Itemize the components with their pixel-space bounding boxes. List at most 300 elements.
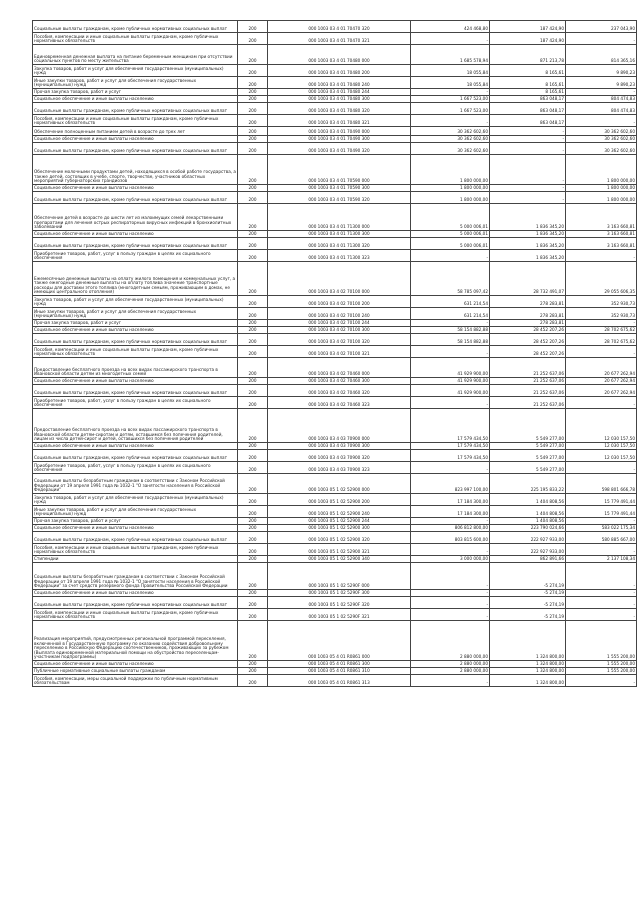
row-approved: 424 468,80 [411, 21, 490, 33]
row-line-code: 200 [238, 89, 268, 96]
row-executed: 1 836 345,20 [490, 231, 566, 238]
row-executed: 278 283,81 [490, 296, 566, 308]
row-line-code: 200 [238, 127, 268, 136]
row-budget-code: 000 1003 03 4 01 70480 300 [268, 96, 411, 103]
row-approved: - [411, 544, 490, 556]
table-row [33, 450, 637, 462]
row-line-code: 200 [238, 675, 268, 687]
row-name: Социальное обеспечение и иные выплаты населению [33, 327, 238, 334]
row-budget-code: 000 1003 03 4 01 70490 000 [268, 127, 411, 136]
row-budget-code: 000 1003 03 4 02 70100 300 [268, 327, 411, 334]
row-executed: -5 274,19 [490, 563, 566, 590]
table-row [33, 250, 637, 262]
table-row [33, 192, 637, 204]
row-executed: 1 836 345,20 [490, 238, 566, 250]
row-budget-code: 000 1003 05 1 02 52900 320 [268, 532, 411, 544]
row-executed: 5 549 277,00 [490, 409, 566, 443]
row-unexecuted: 20 677 262,94 [566, 385, 637, 397]
row-name: Пособия, компенсации и иные социальные выплаты гражданам, кроме публичных нормативных обязательств [33, 115, 238, 127]
row-unexecuted: - [566, 115, 637, 127]
row-name: Обеспечение молочными продуктами детей, находящихся в особой работе государства, а также детей, состоящих в учебе, спорте, творчестве, участников областных мероприятий губернаторских грандиозов [33, 155, 238, 185]
row-budget-code: 000 1003 03 4 03 70900 000 [268, 409, 411, 443]
row-unexecuted: - [566, 597, 637, 609]
row-name: Социальные выплаты гражданам, кроме публичных нормативных социальных выплат [33, 385, 238, 397]
row-approved: 631 214,54 [411, 308, 490, 320]
row-unexecuted: 352 930,73 [566, 308, 637, 320]
table-row [33, 136, 637, 143]
row-unexecuted: - [566, 518, 637, 525]
row-name: Социальные выплаты гражданам, кроме публичных нормативных социальных выплат [33, 21, 238, 33]
row-unexecuted: 804 474,83 [566, 96, 637, 103]
row-unexecuted: 15 779 491,44 [566, 506, 637, 518]
row-name: Приобретение товаров, работ, услуг в пользу граждан в целях их социального обеспечения [33, 250, 238, 262]
row-approved: 1 685 578,94 [411, 45, 490, 65]
row-name: Обеспечение полноценным питанием детей в возрасте до трех лет [33, 127, 238, 136]
table-row [33, 334, 637, 346]
row-approved: 18 055,84 [411, 65, 490, 77]
row-unexecuted: 580 885 667,00 [566, 532, 637, 544]
row-line-code: 200 [238, 609, 268, 621]
table-row [33, 409, 637, 443]
row-approved: 2 880 000,00 [411, 621, 490, 661]
row-budget-code: 000 1003 03 4 02 70100 200 [268, 296, 411, 308]
row-line-code: 200 [238, 506, 268, 518]
budget-report-body [33, 21, 637, 687]
row-approved: 1 800 000,00 [411, 185, 490, 192]
row-executed: 1 324 800,00 [490, 675, 566, 687]
row-budget-code: 000 1003 05 1 02 52900 300 [268, 525, 411, 532]
row-name: Социальные выплаты гражданам, кроме публичных нормативных социальных выплат [33, 103, 238, 115]
row-unexecuted: - [566, 563, 637, 590]
row-line-code: 200 [238, 231, 268, 238]
row-line-code: 200 [238, 597, 268, 609]
row-executed: 223 790 024,66 [490, 525, 566, 532]
row-approved: - [411, 609, 490, 621]
row-budget-code: 000 1003 03 4 02 70100 321 [268, 346, 411, 358]
row-name: Социальное обеспечение и иные выплаты населению [33, 96, 238, 103]
table-row [33, 204, 637, 231]
row-approved: 41 929 900,00 [411, 358, 490, 378]
row-budget-code: 000 1003 05 1 02 52900 321 [268, 544, 411, 556]
row-executed: 28 452 207,26 [490, 346, 566, 358]
row-unexecuted: - [566, 544, 637, 556]
row-unexecuted: 12 030 157,50 [566, 450, 637, 462]
table-row [33, 621, 637, 661]
row-name: Социальные выплаты гражданам, кроме публичных нормативных социальных выплат [33, 450, 238, 462]
row-executed: 1 836 345,20 [490, 250, 566, 262]
row-executed: -5 274,19 [490, 609, 566, 621]
row-line-code: 200 [238, 320, 268, 327]
row-executed: 1 324 800,00 [490, 621, 566, 661]
row-executed: -5 274,19 [490, 597, 566, 609]
row-approved: 1 800 000,00 [411, 192, 490, 204]
row-approved: 30 362 602,60 [411, 127, 490, 136]
row-line-code: 200 [238, 409, 268, 443]
row-line-code: 200 [238, 397, 268, 409]
table-row [33, 262, 637, 296]
row-approved: 17 579 434,50 [411, 450, 490, 462]
row-unexecuted: 1 800 000,00 [566, 155, 637, 185]
table-row [33, 385, 637, 397]
row-budget-code: 000 1003 05 1 02 5290F 321 [268, 609, 411, 621]
row-line-code: 200 [238, 661, 268, 668]
table-row [33, 563, 637, 590]
row-unexecuted: 15 779 491,44 [566, 494, 637, 506]
row-unexecuted: 12 030 157,50 [566, 443, 637, 450]
table-row [33, 127, 637, 136]
row-unexecuted: - [566, 250, 637, 262]
row-unexecuted: 9 890,23 [566, 77, 637, 89]
row-executed: 1 404 808,56 [490, 518, 566, 525]
row-executed: 862 891,66 [490, 556, 566, 563]
table-row [33, 668, 637, 675]
row-unexecuted: 30 362 602,60 [566, 127, 637, 136]
row-executed: 1 836 345,20 [490, 204, 566, 231]
row-approved: - [411, 33, 490, 45]
table-row [33, 397, 637, 409]
row-unexecuted: 804 474,83 [566, 103, 637, 115]
table-row [33, 661, 637, 668]
row-name: Социальные выплаты гражданам, кроме публичных нормативных социальных выплат [33, 532, 238, 544]
row-name: Социальное обеспечение и иные выплаты населению [33, 231, 238, 238]
row-line-code: 200 [238, 525, 268, 532]
row-unexecuted: - [566, 397, 637, 409]
row-line-code: 200 [238, 334, 268, 346]
row-budget-code: 000 1003 05 1 02 5290F 300 [268, 590, 411, 597]
row-unexecuted: 237 043,90 [566, 21, 637, 33]
row-approved: 58 154 882,88 [411, 327, 490, 334]
row-approved: 1 667 523,00 [411, 103, 490, 115]
table-row [33, 77, 637, 89]
row-budget-code: 000 1003 03 4 01 71300 300 [268, 231, 411, 238]
table-row [33, 443, 637, 450]
row-budget-code: 000 1003 05 4 01 R0861 300 [268, 661, 411, 668]
row-name: Социальные выплаты гражданам, кроме публичных нормативных социальных выплат [33, 334, 238, 346]
row-budget-code: 000 1003 05 1 02 5290F 000 [268, 563, 411, 590]
row-executed: 21 252 637,06 [490, 378, 566, 385]
row-budget-code: 000 1003 03 4 01 71300 320 [268, 238, 411, 250]
row-unexecuted: - [566, 462, 637, 474]
table-row [33, 506, 637, 518]
row-approved: 17 184 300,00 [411, 506, 490, 518]
row-approved: - [411, 563, 490, 590]
row-line-code: 200 [238, 443, 268, 450]
row-budget-code: 000 1003 03 4 02 70100 244 [268, 320, 411, 327]
row-name: Ежемесячные денежные выплаты на оплату жилого помещения и коммунальных услуг, а также ежегодные денежные выплаты на оплату топлива значение транспортные расходы для доставки этого топлива (многодетным семьям, проживающим в домах, не имеющих центрального отопления) [33, 262, 238, 296]
row-approved: - [411, 518, 490, 525]
row-line-code: 200 [238, 296, 268, 308]
row-line-code: 200 [238, 192, 268, 204]
row-approved: 17 184 300,00 [411, 494, 490, 506]
row-line-code: 200 [238, 518, 268, 525]
table-row [33, 185, 637, 192]
row-budget-code: 000 1003 03 4 02 70460 300 [268, 378, 411, 385]
table-row [33, 320, 637, 327]
row-executed: - [490, 192, 566, 204]
row-executed: 222 927 933,00 [490, 544, 566, 556]
row-line-code: 200 [238, 308, 268, 320]
row-line-code: 200 [238, 462, 268, 474]
row-name: Иные закупки товаров, работ и услуг для обеспечения государственных (муниципальных) нужд [33, 77, 238, 89]
row-approved: - [411, 462, 490, 474]
row-approved: 58 154 882,88 [411, 334, 490, 346]
row-approved: 5 000 006,01 [411, 231, 490, 238]
row-unexecuted: - [566, 675, 637, 687]
row-budget-code: 000 1003 03 4 01 70480 000 [268, 45, 411, 65]
row-name: Социальные выплаты гражданам, кроме публичных нормативных социальных выплат [33, 597, 238, 609]
row-budget-code: 000 1003 03 4 02 70460 323 [268, 397, 411, 409]
row-unexecuted: 583 022 175,34 [566, 525, 637, 532]
row-approved: - [411, 250, 490, 262]
table-row [33, 33, 637, 45]
row-line-code: 200 [238, 346, 268, 358]
row-name: Прочая закупка товаров, работ и услуг [33, 89, 238, 96]
row-unexecuted: 598 801 666,78 [566, 474, 637, 494]
row-executed: 28 732 491,07 [490, 262, 566, 296]
row-unexecuted: - [566, 590, 637, 597]
row-approved: 5 000 006,01 [411, 238, 490, 250]
row-unexecuted: 1 800 000,00 [566, 185, 637, 192]
table-row [33, 494, 637, 506]
row-line-code: 200 [238, 96, 268, 103]
row-approved: - [411, 597, 490, 609]
row-budget-code: 000 1003 03 4 03 70900 320 [268, 450, 411, 462]
row-line-code: 200 [238, 155, 268, 185]
row-name: Пособия, компенсации и иные социальные выплаты гражданам, кроме публичных нормативных обязательств [33, 346, 238, 358]
row-line-code: 200 [238, 378, 268, 385]
row-unexecuted: 12 030 157,50 [566, 409, 637, 443]
row-approved: 823 997 100,00 [411, 474, 490, 494]
table-row [33, 143, 637, 155]
row-unexecuted: 29 055 606,35 [566, 262, 637, 296]
row-name: Приобретение товаров, работ, услуг в пользу граждан в целях их социального обеспечения [33, 462, 238, 474]
row-name: Иные закупки товаров, работ и услуг для обеспечения государственных (муниципальных) нужд [33, 308, 238, 320]
row-budget-code: 000 1003 03 4 01 70490 320 [268, 143, 411, 155]
row-name: Прочая закупка товаров, работ и услуг [33, 320, 238, 327]
row-budget-code: 000 1003 05 4 01 R0861 000 [268, 621, 411, 661]
row-name: Социальные выплаты безработным гражданам в соответствии с Законом Российской Федерации от 19 апреля 1991 года № 1032-1 "О занятости населения в Российской Федерации" за счет средств резервного фонда Правительства Российской Федерации [33, 563, 238, 590]
row-approved: - [411, 89, 490, 96]
row-line-code: 200 [238, 185, 268, 192]
row-line-code: 200 [238, 621, 268, 661]
table-row [33, 96, 637, 103]
row-approved: - [411, 320, 490, 327]
row-name: Закупка товаров, работ и услуг для обеспечения государственных (муниципальных) нужд [33, 65, 238, 77]
row-unexecuted: 1 555 200,00 [566, 668, 637, 675]
row-line-code: 200 [238, 21, 268, 33]
row-name: Обеспечение детей в возрасте до шести лет из малоимущих семей лекарственными препаратами для лечения острых респираторных вирусных инфекций в бронхиолитных заболеваний [33, 204, 238, 231]
row-name: Пособия, компенсации, меры социальной поддержки по публичным нормативным обязательствам [33, 675, 238, 687]
row-approved: - [411, 675, 490, 687]
row-line-code: 200 [238, 250, 268, 262]
row-unexecuted: 28 702 675,62 [566, 327, 637, 334]
row-executed: - [490, 185, 566, 192]
row-line-code: 200 [238, 563, 268, 590]
row-executed: 863 048,17 [490, 96, 566, 103]
row-approved: 18 055,84 [411, 77, 490, 89]
row-budget-code: 000 1003 03 4 01 70480 321 [268, 115, 411, 127]
row-unexecuted: 1 555 200,00 [566, 661, 637, 668]
row-unexecuted: - [566, 89, 637, 96]
table-row [33, 155, 637, 185]
row-executed: 21 252 637,06 [490, 397, 566, 409]
row-budget-code: 000 1003 03 4 01 70470 320 [268, 21, 411, 33]
table-row [33, 89, 637, 96]
row-unexecuted: 1 555 200,00 [566, 621, 637, 661]
row-budget-code: 000 1003 03 4 01 70590 300 [268, 185, 411, 192]
table-row [33, 358, 637, 378]
row-budget-code: 000 1003 03 4 01 70490 300 [268, 136, 411, 143]
row-unexecuted: 30 362 602,60 [566, 136, 637, 143]
row-executed: - [490, 143, 566, 155]
row-approved: - [411, 590, 490, 597]
row-executed: 863 048,17 [490, 103, 566, 115]
row-budget-code: 000 1003 03 4 03 70900 323 [268, 462, 411, 474]
row-line-code: 200 [238, 590, 268, 597]
row-name: Социальное обеспечение и иные выплаты населению [33, 378, 238, 385]
row-line-code: 200 [238, 544, 268, 556]
row-approved: 3 000 000,00 [411, 556, 490, 563]
row-budget-code: 000 1003 03 4 01 70480 320 [268, 103, 411, 115]
row-name: Социальное обеспечение и иные выплаты населению [33, 185, 238, 192]
row-unexecuted: - [566, 346, 637, 358]
row-approved: 1 800 000,00 [411, 155, 490, 185]
row-executed: 5 549 277,00 [490, 450, 566, 462]
table-row [33, 103, 637, 115]
row-executed: - [490, 155, 566, 185]
row-executed: 278 283,81 [490, 320, 566, 327]
row-executed: - [490, 127, 566, 136]
row-line-code: 200 [238, 327, 268, 334]
table-row [33, 525, 637, 532]
row-approved: 41 929 900,00 [411, 378, 490, 385]
row-line-code: 200 [238, 77, 268, 89]
row-line-code: 200 [238, 532, 268, 544]
table-row [33, 556, 637, 563]
table-row [33, 327, 637, 334]
row-line-code: 200 [238, 204, 268, 231]
row-name: Социальное обеспечение и иные выплаты населению [33, 136, 238, 143]
row-name: Реализация мероприятий, предусмотренных региональной программой переселения, включенной в Государственную программу по оказанию содействия добровольному переселению в Российскую Федерацию соотечественников, проживающих за рубежом (Выплата единовременной материальной помощи на обустройство переселенцам-участникам подпрограммы) [33, 621, 238, 661]
row-name: Предоставление бесплатного проезда на всех видах пассажирского транспорта в Ивановской области детям из многодетных семей [33, 358, 238, 378]
row-name: Социальные выплаты гражданам, кроме публичных нормативных социальных выплат [33, 192, 238, 204]
row-approved: 2 880 000,00 [411, 661, 490, 668]
row-executed: 21 252 637,06 [490, 385, 566, 397]
table-row [33, 65, 637, 77]
row-name: Социальное обеспечение и иные выплаты населению [33, 590, 238, 597]
row-budget-code: 000 1003 05 1 02 52900 340 [268, 556, 411, 563]
row-unexecuted: 3 163 660,81 [566, 204, 637, 231]
row-budget-code: 000 1003 05 1 02 52900 244 [268, 518, 411, 525]
row-executed: - [490, 136, 566, 143]
table-row [33, 115, 637, 127]
table-row [33, 532, 637, 544]
row-budget-code: 000 1003 03 4 02 70460 320 [268, 385, 411, 397]
row-executed: 28 452 207,26 [490, 334, 566, 346]
row-line-code: 200 [238, 385, 268, 397]
table-row [33, 597, 637, 609]
row-name: Социальное обеспечение и иные выплаты населению [33, 525, 238, 532]
row-budget-code: 000 1003 03 4 01 71300 000 [268, 204, 411, 231]
row-name: Приобретение товаров, работ, услуг в пользу граждан в целях их социального обеспечения [33, 397, 238, 409]
row-budget-code: 000 1003 05 1 02 52900 200 [268, 494, 411, 506]
row-unexecuted: 2 137 108,34 [566, 556, 637, 563]
row-budget-code: 000 1003 03 4 01 70480 244 [268, 89, 411, 96]
row-line-code: 200 [238, 358, 268, 378]
row-executed: 187 424,90 [490, 33, 566, 45]
row-name: Социальное обеспечение и иные выплаты населению [33, 443, 238, 450]
row-unexecuted: 352 930,73 [566, 296, 637, 308]
row-executed: 1 404 808,56 [490, 494, 566, 506]
row-line-code: 200 [238, 45, 268, 65]
row-budget-code: 000 1003 05 1 02 52900 000 [268, 474, 411, 494]
row-executed: 8 165,61 [490, 65, 566, 77]
row-budget-code: 000 1003 05 4 01 R0861 310 [268, 668, 411, 675]
row-executed: 1 324 800,00 [490, 661, 566, 668]
table-row [33, 462, 637, 474]
row-name: Стипендии [33, 556, 238, 563]
row-executed: 222 927 933,00 [490, 532, 566, 544]
row-executed: 21 252 637,06 [490, 358, 566, 378]
row-approved: 803 815 600,00 [411, 532, 490, 544]
row-executed: -5 274,19 [490, 590, 566, 597]
row-line-code: 200 [238, 33, 268, 45]
row-unexecuted: 1 800 000,00 [566, 192, 637, 204]
row-name: Закупка товаров, работ и услуг для обеспечения государственных (муниципальных) нужд [33, 494, 238, 506]
row-budget-code: 000 1003 03 4 02 70100 000 [268, 262, 411, 296]
row-unexecuted: 9 890,23 [566, 65, 637, 77]
row-budget-code: 000 1003 03 4 01 70470 321 [268, 33, 411, 45]
row-line-code: 200 [238, 238, 268, 250]
row-approved: 17 579 434,50 [411, 443, 490, 450]
row-executed: 28 452 207,26 [490, 327, 566, 334]
row-budget-code: 000 1003 03 4 01 71300 323 [268, 250, 411, 262]
row-approved: 58 785 097,42 [411, 262, 490, 296]
row-budget-code: 000 1003 05 1 02 52900 240 [268, 506, 411, 518]
row-approved: - [411, 115, 490, 127]
row-name: Предоставление бесплатного проезда на всех видах пассажирского транспорта в Ивановской области детям-сиротам и детям, оставшимся без попечения родителей, лицам из числа детей-сирот и детей, оставшихся без попечения родителей [33, 409, 238, 443]
row-unexecuted: 814 365,16 [566, 45, 637, 65]
table-row [33, 675, 637, 687]
table-row [33, 346, 637, 358]
row-unexecuted: 3 163 660,81 [566, 231, 637, 238]
table-row [33, 308, 637, 320]
row-budget-code: 000 1003 03 4 01 70480 240 [268, 77, 411, 89]
row-approved: 631 214,54 [411, 296, 490, 308]
row-budget-code: 000 1003 05 4 01 R0861 313 [268, 675, 411, 687]
row-unexecuted: 30 362 602,60 [566, 143, 637, 155]
row-line-code: 200 [238, 103, 268, 115]
row-approved: 30 362 602,60 [411, 143, 490, 155]
table-row [33, 296, 637, 308]
row-budget-code: 000 1003 03 4 01 70480 200 [268, 65, 411, 77]
row-executed: 863 048,17 [490, 115, 566, 127]
row-executed: 871 213,78 [490, 45, 566, 65]
row-line-code: 200 [238, 136, 268, 143]
row-executed: 8 165,61 [490, 77, 566, 89]
row-name: Пособия, компенсации и иные социальные выплаты гражданам, кроме публичных нормативных обязательств [33, 33, 238, 45]
row-name: Пособия, компенсации и иные социальные выплаты гражданам, кроме публичных нормативных обязательств [33, 544, 238, 556]
row-approved: 41 929 900,00 [411, 385, 490, 397]
row-line-code: 200 [238, 65, 268, 77]
row-budget-code: 000 1003 03 4 01 70590 000 [268, 155, 411, 185]
table-row [33, 518, 637, 525]
table-row [33, 609, 637, 621]
row-name: Социальное обеспечение и иные выплаты населению [33, 661, 238, 668]
row-approved: 30 362 602,60 [411, 136, 490, 143]
row-approved: 2 880 000,00 [411, 668, 490, 675]
row-name: Иные закупки товаров, работ и услуг для обеспечения государственных (муниципальных) нужд [33, 506, 238, 518]
